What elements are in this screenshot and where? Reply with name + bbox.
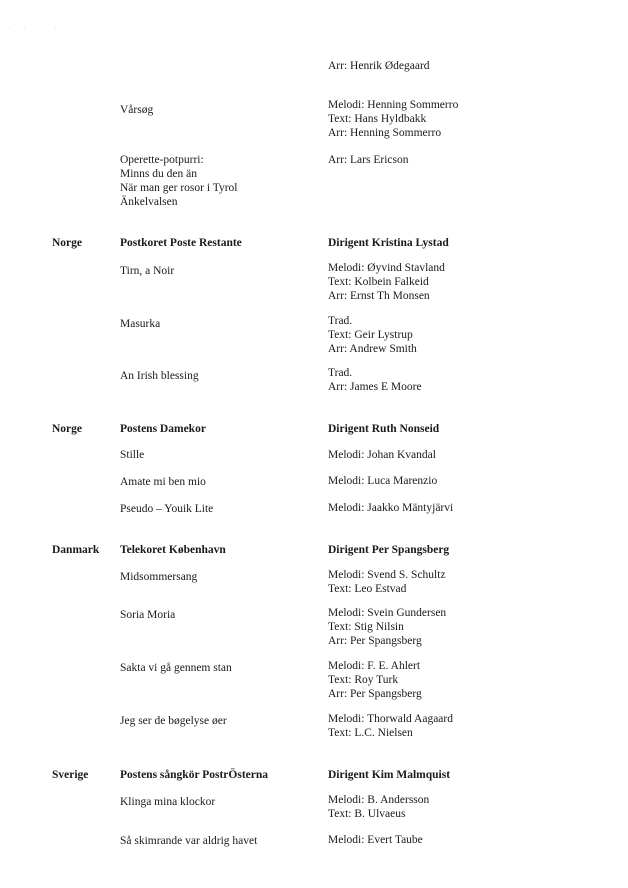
section-conductor: Dirigent Per Spangsberg: [328, 544, 450, 556]
song-title: Midsommersang: [120, 571, 198, 583]
section-country: Norge: [52, 237, 83, 249]
song-credit: Arr: Per Spangsberg: [328, 688, 422, 700]
song-credit: Trad.: [328, 367, 353, 379]
section-conductor: Dirigent Ruth Nonseid: [328, 423, 440, 435]
song-credit: Melodi: Luca Marenzio: [328, 475, 438, 487]
section-choir: Postens Damekor: [120, 423, 206, 435]
song-credit: Melodi: Svend S. Schultz: [328, 569, 446, 581]
song-credit: Melodi: Johan Kvandal: [328, 449, 436, 461]
song-title-line: Minns du den än: [120, 168, 197, 180]
song-credit: Melodi: Evert Taube: [328, 834, 423, 846]
song-title: Så skimrande var aldrig havet: [120, 835, 258, 847]
section-country: Sverige: [52, 769, 89, 781]
song-credit: Arr: James E Moore: [328, 381, 422, 393]
song-title: Tirn, a Noir: [120, 265, 175, 277]
song-credit: Arr: Andrew Smith: [328, 343, 417, 355]
song-title-line: När man ger rosor i Tyrol: [120, 182, 238, 194]
song-credit: Arr: Per Spangsberg: [328, 635, 422, 647]
song-title: Klinga mina klockor: [120, 796, 216, 808]
song-title-line: Operette-potpurri:: [120, 154, 204, 166]
song-credit: Arr: Henning Sommerro: [328, 127, 442, 139]
song-credit: Melodi: Svein Gundersen: [328, 607, 447, 619]
song-title: Pseudo – Youik Lite: [120, 503, 214, 515]
song-credit: Arr: Ernst Th Monsen: [328, 290, 430, 302]
song-credit: Melodi: B. Andersson: [328, 794, 430, 806]
song-credit: Arr: Lars Ericson: [328, 154, 409, 166]
song-credit: Melodi: Jaakko Mäntyjärvi: [328, 502, 454, 514]
section-conductor: Dirigent Kim Malmquist: [328, 769, 451, 781]
top-credit: Arr: Henrik Ødegaard: [328, 60, 430, 72]
song-title-line: Änkelvalsen: [120, 196, 178, 208]
song-title: An Irish blessing: [120, 370, 199, 382]
song-credit: Text: B. Ulvaeus: [328, 808, 406, 820]
song-credit: Text: Kolbein Falkeid: [328, 276, 429, 288]
section-choir: Postkoret Poste Restante: [120, 237, 242, 249]
song-title: Soria Moria: [120, 609, 176, 621]
section-choir: Telekoret København: [120, 544, 226, 556]
song-title: Vårsøg: [120, 104, 154, 116]
song-credit: Melodi: Henning Sommerro: [328, 99, 459, 111]
song-title: Sakta vi gå gennem stan: [120, 662, 232, 674]
song-credit: Text: Leo Estvad: [328, 583, 407, 595]
song-credit: Text: Geir Lystrup: [328, 329, 413, 341]
song-credit: Trad.: [328, 315, 353, 327]
song-title: Jeg ser de bøgelyse øer: [120, 715, 227, 727]
song-credit: Text: Hans Hyldbakk: [328, 113, 427, 125]
song-credit: Text: Roy Turk: [328, 674, 399, 686]
section-country: Norge: [52, 423, 83, 435]
section-country: Danmark: [52, 544, 100, 556]
scan-speckles: · · · ·: [8, 26, 63, 32]
song-credit: Text: L.C. Nielsen: [328, 727, 413, 739]
song-credit: Melodi: Øyvind Stavland: [328, 262, 445, 274]
song-title: Amate mi ben mio: [120, 476, 206, 488]
song-title: Stille: [120, 449, 145, 461]
song-credit: Melodi: Thorwald Aagaard: [328, 713, 453, 725]
section-choir: Postens sångkör PostrÖsterna: [120, 769, 269, 781]
song-credit: Melodi: F. E. Ahlert: [328, 660, 421, 672]
song-credit: Text: Stig Nilsin: [328, 621, 404, 633]
song-title: Masurka: [120, 318, 161, 330]
section-conductor: Dirigent Kristina Lystad: [328, 237, 449, 249]
